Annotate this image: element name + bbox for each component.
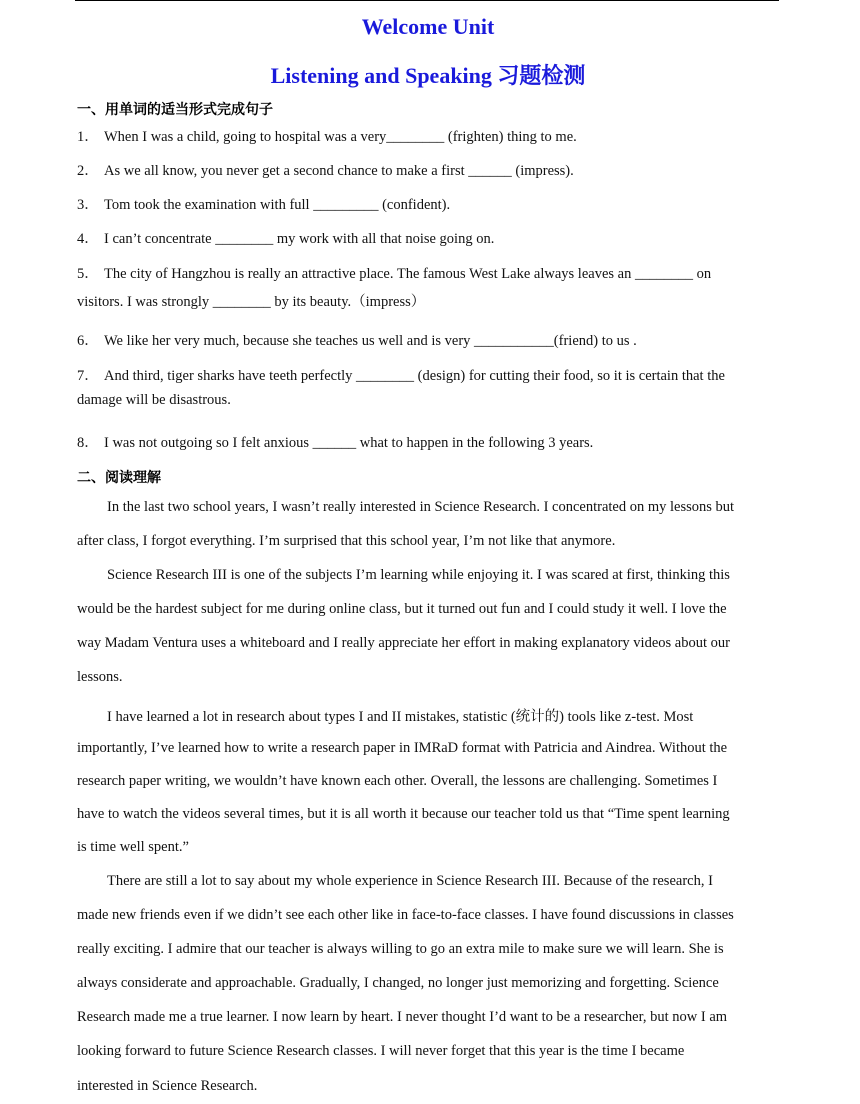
question-number: 5． <box>77 266 99 282</box>
question-number: 4． <box>77 231 99 247</box>
question-number: 1． <box>77 129 99 145</box>
passage-line: There are still a lot to say about my whole experience in Science Research III. Because of the research, I <box>107 873 713 889</box>
question-text: Tom took the examination with full _________ (confident). <box>104 197 451 213</box>
passage-line: Science Research III is one of the subjects I’m learning while enjoying it. I was scared at first, thinking this <box>107 567 730 583</box>
question-7-continued: damage will be disastrous. <box>77 392 231 408</box>
question-2 <box>77 159 574 180</box>
question-6 <box>77 329 637 350</box>
question-7 <box>77 364 725 385</box>
passage-line: importantly, I’ve learned how to write a research paper in IMRaD format with Patricia and Aindrea. Without the <box>77 740 728 756</box>
question-4 <box>77 227 494 248</box>
passage-line: way Madam Ventura uses a whiteboard and I really appreciate her effort in making explanatory videos about our <box>77 635 730 651</box>
passage-line: I have learned a lot in research about types I and II mistakes, statistic (统计的) tools like z-test. Most <box>107 709 694 725</box>
question-text: I was not outgoing so I felt anxious ______ what to happen in the following 3 years. <box>104 435 594 451</box>
top-rule <box>75 0 779 1</box>
question-5 <box>77 262 711 283</box>
question-number: 6． <box>77 333 99 349</box>
question-number: 2． <box>77 163 99 179</box>
passage-line: always considerate and approachable. Gradually, I changed, no longer just memorizing and forgetting. Science <box>77 975 719 991</box>
question-text: When I was a child, going to hospital was a very________ (frighten) thing to me. <box>104 129 577 145</box>
section1-heading: 一、用单词的适当形式完成句子 <box>77 102 273 118</box>
page-title: Welcome Unit <box>361 14 495 39</box>
question-5-continued: visitors. I was strongly ________ by its beauty.（impress） <box>77 294 426 310</box>
passage-line: really exciting. I admire that our teacher is always willing to go an extra mile to make sure we will learn. She is <box>77 941 724 957</box>
passage-line: looking forward to future Science Research classes. I will never forget that this year is the time I became <box>77 1043 685 1059</box>
passage-line: made new friends even if we didn’t see each other like in face-to-face classes. I have found discussions in classes <box>77 907 734 923</box>
page-subtitle: Listening and Speaking 习题检测 <box>270 63 586 88</box>
passage-line: have to watch the videos several times, but it is all worth it because our teacher told us that “Time spent learning <box>77 806 730 822</box>
question-number: 8． <box>77 435 99 451</box>
question-text: And third, tiger sharks have teeth perfectly ________ (design) for cutting their food, so it is certain that the <box>104 368 725 384</box>
passage-line: research paper writing, we wouldn’t have known each other. Overall, the lessons are challenging. Sometimes I <box>77 773 718 789</box>
passage-line: interested in Science Research. <box>77 1078 258 1094</box>
passage-line: Research made me a true learner. I now learn by heart. I never thought I’d want to be a researcher, but now I am <box>77 1009 728 1025</box>
question-text: The city of Hangzhou is really an attractive place. The famous West Lake always leaves an ________ on <box>104 266 712 282</box>
passage-line: would be the hardest subject for me during online class, but it turned out fun and I could study it well. I love the <box>77 601 727 617</box>
question-1 <box>77 125 577 146</box>
passage-line: is time well spent.” <box>77 839 189 855</box>
question-text: We like her very much, because she teaches us well and is very ___________(friend) to us . <box>104 333 637 349</box>
passage-line: after class, I forgot everything. I’m surprised that this school year, I’m not like that anymore. <box>77 533 616 549</box>
question-3 <box>77 193 450 214</box>
passage-line: lessons. <box>77 669 123 685</box>
question-number: 7． <box>77 368 99 384</box>
question-text: As we all know, you never get a second chance to make a first ______ (impress). <box>104 163 574 179</box>
section2-heading: 二、阅读理解 <box>77 470 161 486</box>
question-text: I can’t concentrate ________ my work with all that noise going on. <box>104 231 495 247</box>
question-8 <box>77 431 593 452</box>
passage-line: In the last two school years, I wasn’t really interested in Science Research. I concentrated on my lessons but <box>107 499 735 515</box>
question-number: 3． <box>77 197 99 213</box>
